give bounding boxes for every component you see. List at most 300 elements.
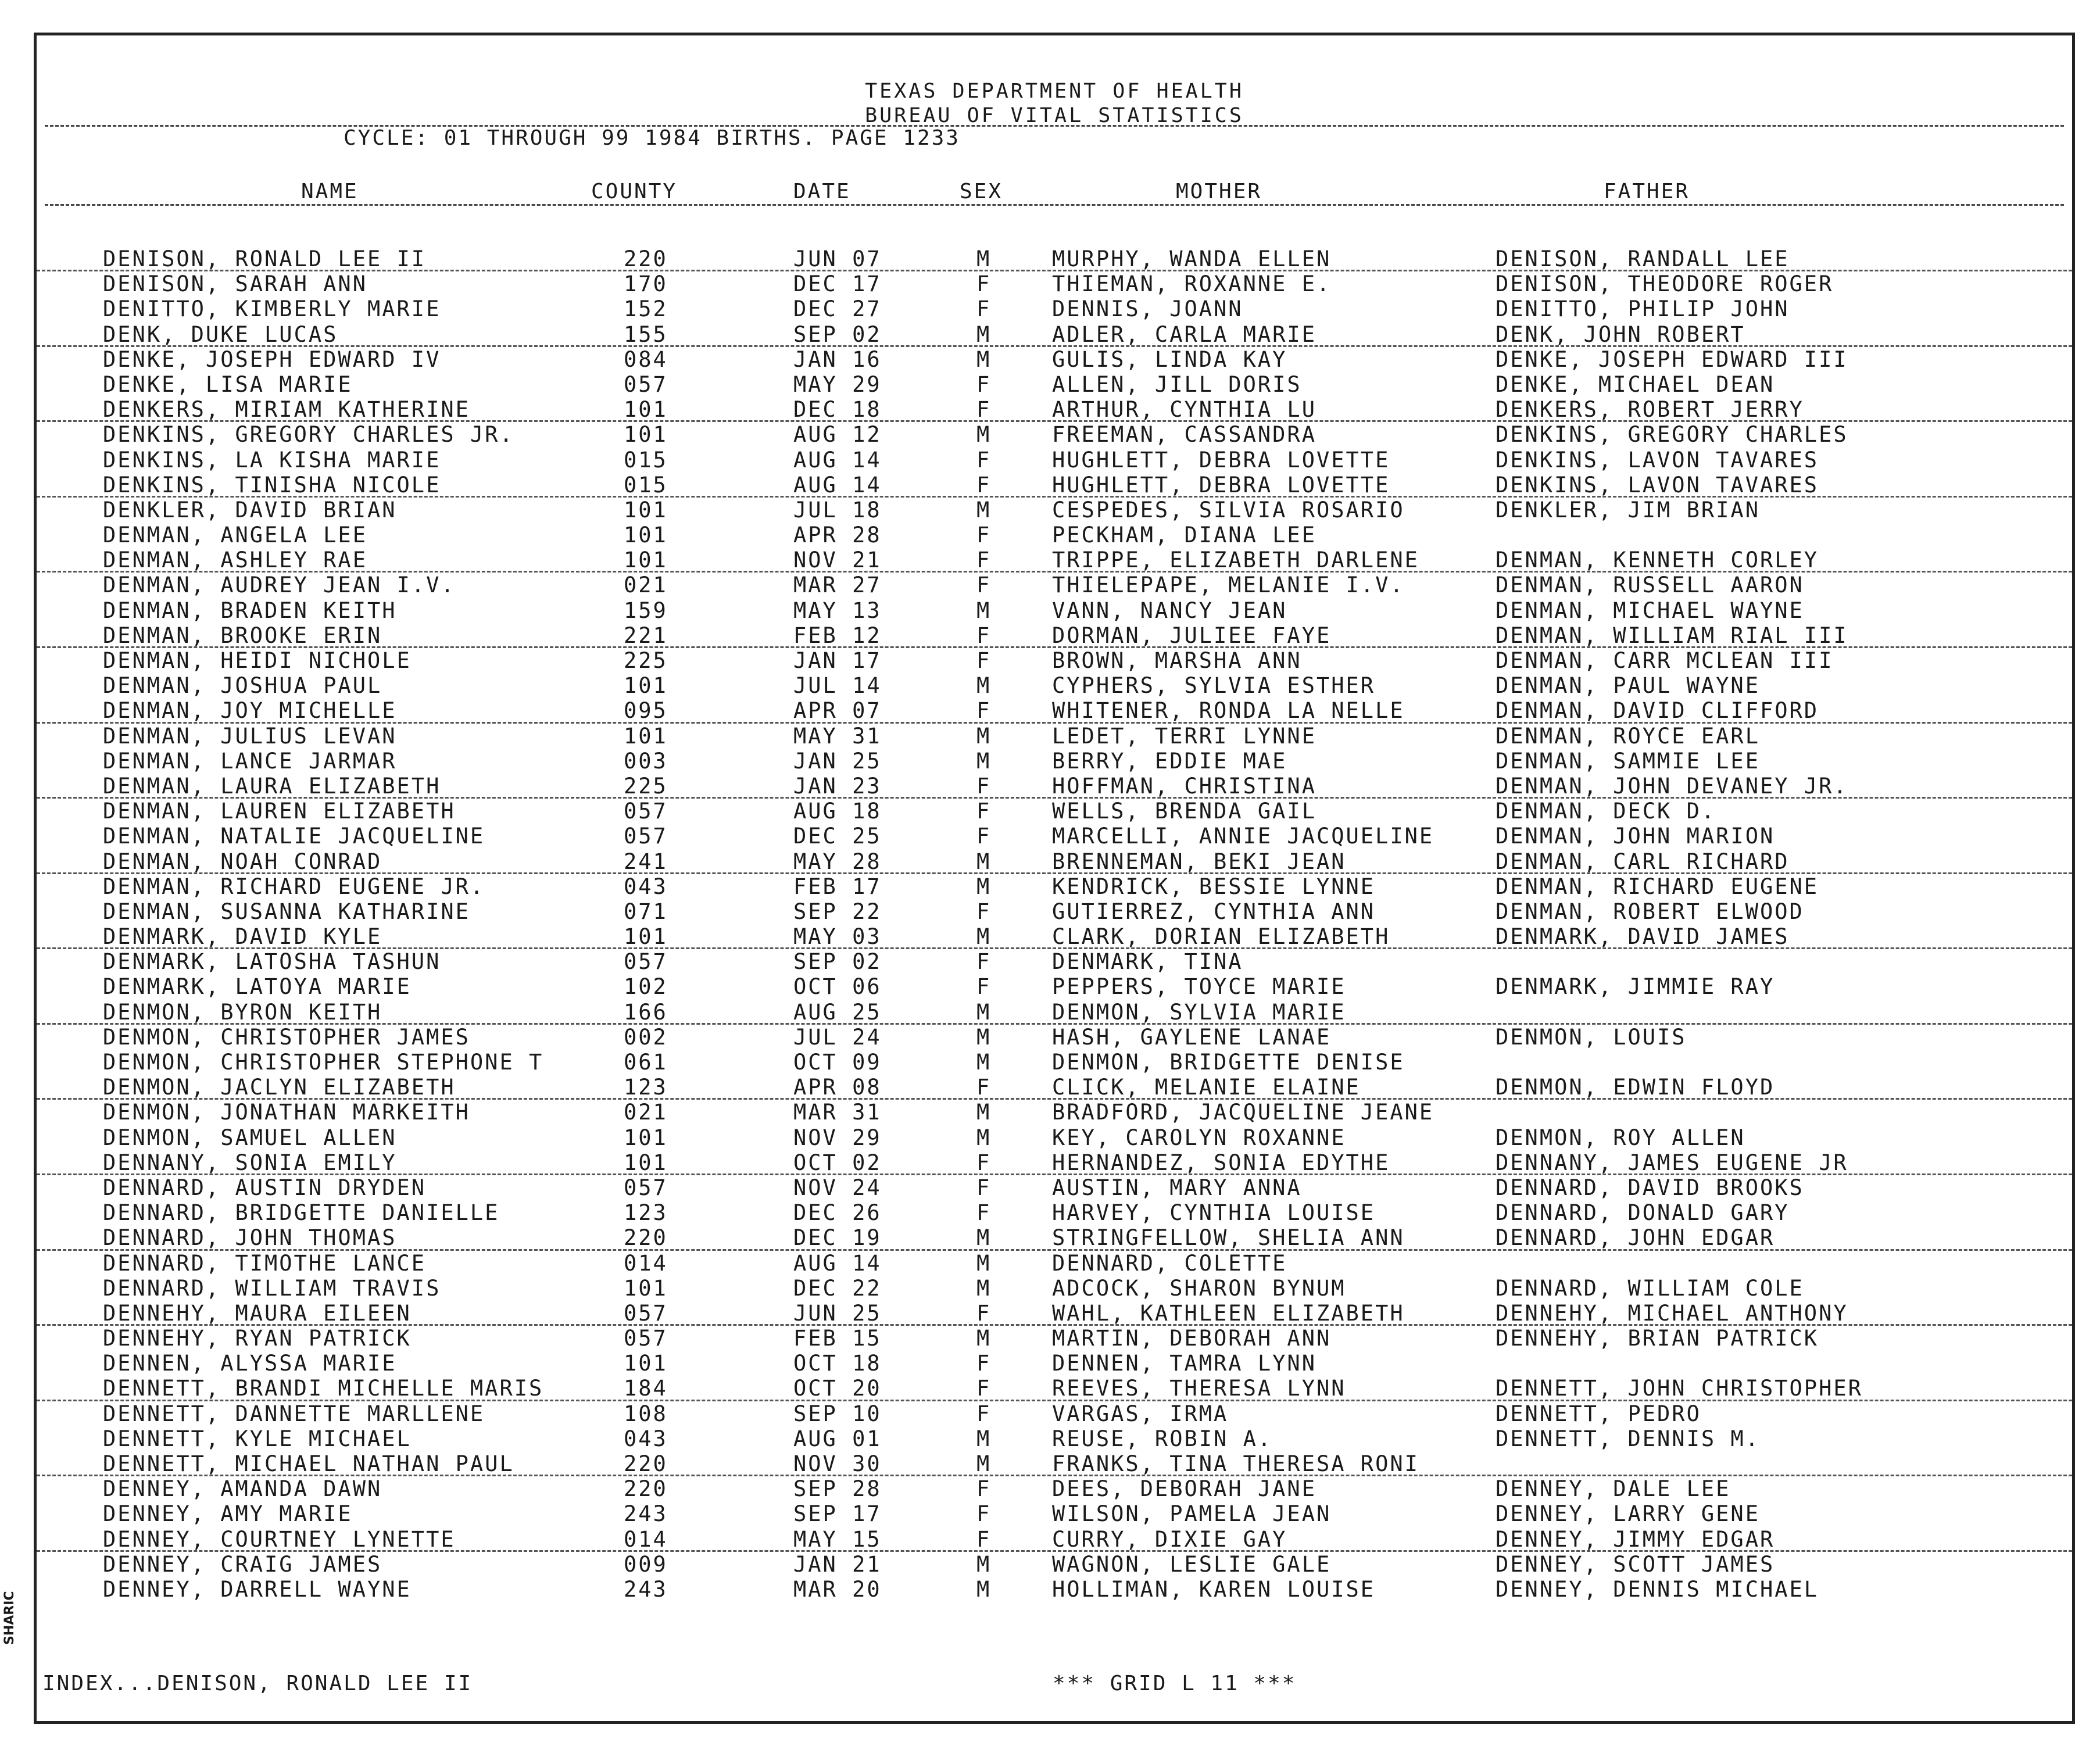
record-sex: M bbox=[976, 1024, 992, 1050]
record-mother: CLICK, MELANIE ELAINE bbox=[1052, 1075, 1361, 1100]
record-date: DEC 19 bbox=[793, 1225, 882, 1251]
record-county: 170 bbox=[624, 271, 668, 297]
record-mother: WAGNON, LESLIE GALE bbox=[1052, 1551, 1332, 1577]
record-sex: F bbox=[976, 1200, 992, 1226]
record-sex: M bbox=[976, 849, 992, 874]
record-county: 225 bbox=[624, 773, 668, 799]
record-sex: F bbox=[976, 1150, 992, 1175]
record-date: APR 07 bbox=[793, 698, 882, 724]
record-sex: F bbox=[976, 271, 992, 297]
table-row bbox=[37, 1225, 2072, 1250]
record-name: DENMON, SAMUEL ALLEN bbox=[103, 1125, 397, 1150]
record-county: 015 bbox=[624, 447, 668, 473]
record-sex: F bbox=[976, 622, 992, 648]
table-row bbox=[37, 924, 2072, 949]
column-header-father: FATHER bbox=[1604, 180, 1690, 203]
record-county: 225 bbox=[624, 648, 668, 673]
record-father: DENMAN, RUSSELL AARON bbox=[1496, 573, 1804, 598]
table-row bbox=[37, 1326, 2072, 1351]
record-county: 101 bbox=[624, 723, 668, 749]
record-name: DENNEHY, MAURA EILEEN bbox=[103, 1300, 412, 1326]
record-name: DENMARK, DAVID KYLE bbox=[103, 924, 382, 950]
table-row bbox=[37, 724, 2072, 749]
record-date: FEB 17 bbox=[793, 874, 882, 899]
record-father: DENMON, EDWIN FLOYD bbox=[1496, 1075, 1775, 1100]
table-row bbox=[37, 1276, 2072, 1301]
record-county: 057 bbox=[624, 1175, 668, 1200]
record-sex: F bbox=[976, 648, 992, 673]
record-county: 009 bbox=[624, 1551, 668, 1577]
record-mother: DENNARD, COLETTE bbox=[1052, 1250, 1287, 1276]
record-date: SEP 02 bbox=[793, 949, 882, 975]
table-row bbox=[37, 1200, 2072, 1225]
record-mother: PEPPERS, TOYCE MARIE bbox=[1052, 974, 1346, 1000]
record-county: 095 bbox=[624, 698, 668, 724]
record-father: DENMAN, ROBERT ELWOOD bbox=[1496, 899, 1804, 924]
record-name: DENMAN, NATALIE JACQUELINE bbox=[103, 824, 485, 849]
record-county: 101 bbox=[624, 422, 668, 448]
table-row bbox=[37, 573, 2072, 597]
record-mother: VARGAS, IRMA bbox=[1052, 1401, 1229, 1426]
record-date: JUL 24 bbox=[793, 1024, 882, 1050]
record-name: DENNETT, KYLE MICHAEL bbox=[103, 1426, 412, 1451]
table-row bbox=[37, 1476, 2072, 1501]
table-row bbox=[37, 1501, 2072, 1526]
record-county: 220 bbox=[624, 246, 668, 271]
record-date: JAN 16 bbox=[793, 346, 882, 372]
record-sex: F bbox=[976, 799, 992, 824]
record-mother: WHITENER, RONDA LA NELLE bbox=[1052, 698, 1405, 724]
record-county: 101 bbox=[624, 497, 668, 523]
record-mother: BRENNEMAN, BEKI JEAN bbox=[1052, 849, 1346, 874]
record-mother: REEVES, THERESA LYNN bbox=[1052, 1376, 1346, 1401]
record-name: DENKINS, GREGORY CHARLES JR. bbox=[103, 422, 514, 448]
record-name: DENNETT, DANNETTE MARLLENE bbox=[103, 1401, 485, 1426]
record-date: AUG 25 bbox=[793, 999, 882, 1025]
record-date: MAY 29 bbox=[793, 371, 882, 397]
record-county: 243 bbox=[624, 1576, 668, 1602]
record-county: 101 bbox=[624, 1125, 668, 1150]
record-mother: WAHL, KATHLEEN ELIZABETH bbox=[1052, 1300, 1405, 1326]
record-sex: M bbox=[976, 1576, 992, 1602]
record-mother: FRANKS, TINA THERESA RONI bbox=[1052, 1451, 1419, 1476]
record-father: DENNARD, WILLIAM COLE bbox=[1496, 1275, 1804, 1301]
table-row bbox=[37, 246, 2072, 271]
record-father: DENNETT, DENNIS M. bbox=[1496, 1426, 1760, 1451]
table-row bbox=[37, 498, 2072, 523]
table-row bbox=[37, 698, 2072, 723]
record-county: 220 bbox=[624, 1225, 668, 1251]
record-father: DENNARD, DONALD GARY bbox=[1496, 1200, 1790, 1226]
record-sex: M bbox=[976, 597, 992, 623]
record-county: 102 bbox=[624, 974, 668, 1000]
table-row bbox=[37, 1376, 2072, 1401]
record-county: 014 bbox=[624, 1250, 668, 1276]
record-father: DENNETT, PEDRO bbox=[1496, 1401, 1701, 1426]
record-father: DENNARD, JOHN EDGAR bbox=[1496, 1225, 1775, 1251]
record-father: DENMAN, WILLIAM RIAL III bbox=[1496, 622, 1848, 648]
record-sex: M bbox=[976, 1551, 992, 1577]
record-name: DENMAN, ANGELA LEE bbox=[103, 523, 367, 548]
cycle-line: CYCLE: 01 THROUGH 99 1984 BIRTHS. PAGE 1233 bbox=[344, 126, 960, 150]
record-mother: HOLLIMAN, KAREN LOUISE bbox=[1052, 1576, 1376, 1602]
record-sex: F bbox=[976, 523, 992, 548]
record-name: DENMAN, ASHLEY RAE bbox=[103, 548, 367, 573]
table-row bbox=[37, 296, 2072, 321]
record-sex: F bbox=[976, 824, 992, 849]
table-row bbox=[37, 799, 2072, 824]
record-name: DENNARD, TIMOTHE LANCE bbox=[103, 1250, 427, 1276]
record-name: DENMAN, LANCE JARMAR bbox=[103, 748, 397, 774]
record-date: NOV 30 bbox=[793, 1451, 882, 1476]
record-county: 003 bbox=[624, 748, 668, 774]
record-sex: F bbox=[976, 573, 992, 598]
record-sex: F bbox=[976, 296, 992, 322]
record-date: MAY 03 bbox=[793, 924, 882, 950]
record-father: DENKINS, LAVON TAVARES bbox=[1496, 447, 1819, 473]
record-date: JUN 07 bbox=[793, 246, 882, 271]
table-row bbox=[37, 1075, 2072, 1100]
record-father: DENMARK, JIMMIE RAY bbox=[1496, 974, 1775, 1000]
index-footer: INDEX...DENISON, RONALD LEE II bbox=[42, 1672, 473, 1695]
record-name: DENMAN, HEIDI NICHOLE bbox=[103, 648, 412, 673]
record-father: DENMAN, KENNETH CORLEY bbox=[1496, 548, 1819, 573]
record-date: FEB 12 bbox=[793, 622, 882, 648]
document-page bbox=[34, 33, 2075, 1724]
record-date: MAR 20 bbox=[793, 1576, 882, 1602]
record-name: DENNARD, AUSTIN DRYDEN bbox=[103, 1175, 427, 1200]
record-mother: GULIS, LINDA KAY bbox=[1052, 346, 1287, 372]
record-father: DENMARK, DAVID JAMES bbox=[1496, 924, 1790, 950]
record-date: DEC 18 bbox=[793, 397, 882, 423]
record-father: DENNARD, DAVID BROOKS bbox=[1496, 1175, 1804, 1200]
record-name: DENNEHY, RYAN PATRICK bbox=[103, 1326, 412, 1351]
record-sex: F bbox=[976, 1476, 992, 1502]
record-father: DENMAN, CARL RICHARD bbox=[1496, 849, 1790, 874]
record-date: JUL 14 bbox=[793, 673, 882, 699]
record-name: DENMAN, RICHARD EUGENE JR. bbox=[103, 874, 485, 899]
table-row bbox=[37, 974, 2072, 999]
record-father: DENKLER, JIM BRIAN bbox=[1496, 497, 1760, 523]
table-row bbox=[37, 1351, 2072, 1376]
record-name: DENMON, JACLYN ELIZABETH bbox=[103, 1075, 456, 1100]
record-county: 155 bbox=[624, 321, 668, 347]
record-date: JAN 25 bbox=[793, 748, 882, 774]
table-row bbox=[37, 322, 2072, 347]
record-date: SEP 17 bbox=[793, 1501, 882, 1527]
record-name: DENMON, BYRON KEITH bbox=[103, 999, 382, 1025]
record-mother: HOFFMAN, CHRISTINA bbox=[1052, 773, 1316, 799]
record-name: DENMARK, LATOYA MARIE bbox=[103, 974, 412, 1000]
record-county: 101 bbox=[624, 673, 668, 699]
column-header-name: NAME bbox=[301, 180, 359, 203]
record-sex: F bbox=[976, 397, 992, 423]
record-mother: MARTIN, DEBORAH ANN bbox=[1052, 1326, 1332, 1351]
record-date: DEC 27 bbox=[793, 296, 882, 322]
agency-title: TEXAS DEPARTMENT OF HEALTH bbox=[865, 80, 1244, 103]
record-father: DENMAN, SAMMIE LEE bbox=[1496, 748, 1760, 774]
record-name: DENNARD, WILLIAM TRAVIS bbox=[103, 1275, 441, 1301]
record-county: 084 bbox=[624, 346, 668, 372]
table-row bbox=[37, 1175, 2072, 1200]
record-father: DENK, JOHN ROBERT bbox=[1496, 321, 1745, 347]
table-row bbox=[37, 824, 2072, 849]
table-row bbox=[37, 1301, 2072, 1326]
record-mother: REUSE, ROBIN A. bbox=[1052, 1426, 1273, 1451]
record-name: DENMAN, JOY MICHELLE bbox=[103, 698, 397, 724]
record-mother: DENNIS, JOANN bbox=[1052, 296, 1243, 322]
record-mother: ADCOCK, SHARON BYNUM bbox=[1052, 1275, 1346, 1301]
record-mother: BROWN, MARSHA ANN bbox=[1052, 648, 1302, 673]
record-sex: F bbox=[976, 1075, 992, 1100]
record-date: NOV 29 bbox=[793, 1125, 882, 1150]
table-row bbox=[37, 1050, 2072, 1075]
record-father: DENMAN, JOHN MARION bbox=[1496, 824, 1775, 849]
record-date: JAN 21 bbox=[793, 1551, 882, 1577]
record-sex: F bbox=[976, 371, 992, 397]
record-name: DENMON, JONATHAN MARKEITH bbox=[103, 1100, 470, 1125]
record-mother: HERNANDEZ, SONIA EDYTHE bbox=[1052, 1150, 1390, 1175]
record-sex: F bbox=[976, 773, 992, 799]
record-mother: HUGHLETT, DEBRA LOVETTE bbox=[1052, 472, 1390, 498]
record-mother: TRIPPE, ELIZABETH DARLENE bbox=[1052, 548, 1419, 573]
record-name: DENMAN, BROOKE ERIN bbox=[103, 622, 382, 648]
record-mother: ADLER, CARLA MARIE bbox=[1052, 321, 1316, 347]
record-county: 002 bbox=[624, 1024, 668, 1050]
record-name: DENKERS, MIRIAM KATHERINE bbox=[103, 397, 470, 423]
record-date: DEC 17 bbox=[793, 271, 882, 297]
record-sex: M bbox=[976, 1125, 992, 1150]
records-list bbox=[37, 246, 2072, 1602]
record-date: AUG 14 bbox=[793, 472, 882, 498]
record-sex: M bbox=[976, 321, 992, 347]
table-row bbox=[37, 949, 2072, 974]
record-mother: WILSON, PAMELA JEAN bbox=[1052, 1501, 1332, 1527]
record-sex: F bbox=[976, 974, 992, 1000]
table-row bbox=[37, 372, 2072, 397]
record-mother: CURRY, DIXIE GAY bbox=[1052, 1526, 1287, 1552]
record-mother: CYPHERS, SYLVIA ESTHER bbox=[1052, 673, 1376, 699]
record-county: 101 bbox=[624, 1351, 668, 1376]
record-sex: F bbox=[976, 698, 992, 724]
record-sex: M bbox=[976, 422, 992, 448]
record-father: DENKE, MICHAEL DEAN bbox=[1496, 371, 1775, 397]
record-mother: LEDET, TERRI LYNNE bbox=[1052, 723, 1316, 749]
record-name: DENMAN, JOSHUA PAUL bbox=[103, 673, 382, 699]
record-county: 220 bbox=[624, 1476, 668, 1502]
record-date: JAN 23 bbox=[793, 773, 882, 799]
record-county: 184 bbox=[624, 1376, 668, 1401]
record-county: 108 bbox=[624, 1401, 668, 1426]
record-county: 061 bbox=[624, 1050, 668, 1075]
record-county: 057 bbox=[624, 371, 668, 397]
record-date: APR 08 bbox=[793, 1075, 882, 1100]
table-row bbox=[37, 448, 2072, 473]
record-name: DENKE, JOSEPH EDWARD IV bbox=[103, 346, 441, 372]
record-county: 159 bbox=[624, 597, 668, 623]
table-row bbox=[37, 1251, 2072, 1276]
record-county: 101 bbox=[624, 924, 668, 950]
record-county: 021 bbox=[624, 1100, 668, 1125]
record-county: 071 bbox=[624, 899, 668, 924]
record-county: 043 bbox=[624, 1426, 668, 1451]
record-father: DENKINS, GREGORY CHARLES bbox=[1496, 422, 1848, 448]
record-mother: DEES, DEBORAH JANE bbox=[1052, 1476, 1316, 1502]
record-county: 101 bbox=[624, 1150, 668, 1175]
record-mother: ALLEN, JILL DORIS bbox=[1052, 371, 1302, 397]
table-row bbox=[37, 523, 2072, 548]
record-mother: WELLS, BRENDA GAIL bbox=[1052, 799, 1316, 824]
record-father: DENMAN, PAUL WAYNE bbox=[1496, 673, 1760, 699]
record-father: DENNANY, JAMES EUGENE JR bbox=[1496, 1150, 1848, 1175]
table-row bbox=[37, 673, 2072, 698]
record-name: DENNEY, COURTNEY LYNETTE bbox=[103, 1526, 456, 1552]
column-header-sex: SEX bbox=[960, 180, 1003, 203]
record-sex: M bbox=[976, 924, 992, 950]
column-header-date: DATE bbox=[793, 180, 851, 203]
record-date: FEB 15 bbox=[793, 1326, 882, 1351]
table-row bbox=[37, 598, 2072, 623]
record-name: DENKLER, DAVID BRIAN bbox=[103, 497, 397, 523]
record-sex: F bbox=[976, 1526, 992, 1552]
column-header-mother: MOTHER bbox=[1176, 180, 1262, 203]
record-sex: F bbox=[976, 1175, 992, 1200]
record-mother: KENDRICK, BESSIE LYNNE bbox=[1052, 874, 1376, 899]
record-county: 057 bbox=[624, 1300, 668, 1326]
record-name: DENNARD, JOHN THOMAS bbox=[103, 1225, 397, 1251]
record-date: NOV 24 bbox=[793, 1175, 882, 1200]
record-date: AUG 18 bbox=[793, 799, 882, 824]
record-date: MAY 13 bbox=[793, 597, 882, 623]
record-county: 101 bbox=[624, 548, 668, 573]
record-date: MAR 31 bbox=[793, 1100, 882, 1125]
table-row bbox=[37, 749, 2072, 774]
record-father: DENMAN, ROYCE EARL bbox=[1496, 723, 1760, 749]
record-mother: THIEMAN, ROXANNE E. bbox=[1052, 271, 1332, 297]
record-sex: M bbox=[976, 1225, 992, 1251]
record-father: DENNEY, SCOTT JAMES bbox=[1496, 1551, 1775, 1577]
table-row bbox=[37, 1150, 2072, 1175]
record-county: 166 bbox=[624, 999, 668, 1025]
record-sex: M bbox=[976, 1275, 992, 1301]
column-header-rule bbox=[45, 204, 2064, 206]
record-name: DENNETT, BRANDI MICHELLE MARIS bbox=[103, 1376, 544, 1401]
record-name: DENMARK, LATOSHA TASHUN bbox=[103, 949, 441, 975]
record-father: DENMON, ROY ALLEN bbox=[1496, 1125, 1745, 1150]
table-row bbox=[37, 623, 2072, 648]
record-mother: DENNEN, TAMRA LYNN bbox=[1052, 1351, 1316, 1376]
record-county: 057 bbox=[624, 824, 668, 849]
record-date: SEP 10 bbox=[793, 1401, 882, 1426]
table-row bbox=[37, 347, 2072, 372]
record-name: DENMAN, SUSANNA KATHARINE bbox=[103, 899, 470, 924]
record-date: AUG 14 bbox=[793, 1250, 882, 1276]
record-name: DENNANY, SONIA EMILY bbox=[103, 1150, 397, 1175]
record-sex: M bbox=[976, 1451, 992, 1476]
record-sex: F bbox=[976, 1300, 992, 1326]
record-mother: STRINGFELLOW, SHELIA ANN bbox=[1052, 1225, 1405, 1251]
record-sex: F bbox=[976, 548, 992, 573]
record-date: JAN 17 bbox=[793, 648, 882, 673]
record-father: DENITTO, PHILIP JOHN bbox=[1496, 296, 1790, 322]
record-mother: MARCELLI, ANNIE JACQUELINE bbox=[1052, 824, 1434, 849]
record-county: 057 bbox=[624, 1326, 668, 1351]
record-mother: HUGHLETT, DEBRA LOVETTE bbox=[1052, 447, 1390, 473]
record-date: MAR 27 bbox=[793, 573, 882, 598]
record-sex: M bbox=[976, 999, 992, 1025]
record-sex: M bbox=[976, 1100, 992, 1125]
record-mother: DENMON, SYLVIA MARIE bbox=[1052, 999, 1346, 1025]
record-father: DENMAN, MICHAEL WAYNE bbox=[1496, 597, 1804, 623]
record-father: DENMON, LOUIS bbox=[1496, 1024, 1687, 1050]
record-county: 101 bbox=[624, 1275, 668, 1301]
table-row bbox=[37, 1401, 2072, 1426]
record-sex: F bbox=[976, 1501, 992, 1527]
record-name: DENKE, LISA MARIE bbox=[103, 371, 353, 397]
record-father: DENMAN, RICHARD EUGENE bbox=[1496, 874, 1819, 899]
record-name: DENMAN, JULIUS LEVAN bbox=[103, 723, 397, 749]
record-name: DENMAN, NOAH CONRAD bbox=[103, 849, 382, 874]
table-row bbox=[37, 1426, 2072, 1451]
record-name: DENMAN, LAUREN ELIZABETH bbox=[103, 799, 456, 824]
record-name: DENNEN, ALYSSA MARIE bbox=[103, 1351, 397, 1376]
record-name: DENKINS, TINISHA NICOLE bbox=[103, 472, 441, 498]
table-row bbox=[37, 422, 2072, 447]
record-mother: ARTHUR, CYNTHIA LU bbox=[1052, 397, 1316, 423]
side-label: SHARIC bbox=[2, 1591, 17, 1645]
record-date: SEP 22 bbox=[793, 899, 882, 924]
record-date: DEC 25 bbox=[793, 824, 882, 849]
record-father: DENNEHY, MICHAEL ANTHONY bbox=[1496, 1300, 1848, 1326]
record-father: DENMAN, DAVID CLIFFORD bbox=[1496, 698, 1819, 724]
record-mother: BRADFORD, JACQUELINE JEANE bbox=[1052, 1100, 1434, 1125]
record-county: 243 bbox=[624, 1501, 668, 1527]
table-row bbox=[37, 1577, 2072, 1602]
record-father: DENNEY, DENNIS MICHAEL bbox=[1496, 1576, 1819, 1602]
record-date: NOV 21 bbox=[793, 548, 882, 573]
record-county: 101 bbox=[624, 523, 668, 548]
record-mother: PECKHAM, DIANA LEE bbox=[1052, 523, 1316, 548]
record-mother: HARVEY, CYNTHIA LOUISE bbox=[1052, 1200, 1376, 1226]
record-name: DENMON, CHRISTOPHER JAMES bbox=[103, 1024, 470, 1050]
record-date: OCT 02 bbox=[793, 1150, 882, 1175]
bureau-title: BUREAU OF VITAL STATISTICS bbox=[865, 104, 1244, 127]
table-row bbox=[37, 1025, 2072, 1050]
record-name: DENMON, CHRISTOPHER STEPHONE T bbox=[103, 1050, 544, 1075]
record-mother: GUTIERREZ, CYNTHIA ANN bbox=[1052, 899, 1376, 924]
record-date: AUG 12 bbox=[793, 422, 882, 448]
record-father: DENKERS, ROBERT JERRY bbox=[1496, 397, 1804, 423]
record-date: OCT 20 bbox=[793, 1376, 882, 1401]
record-name: DENNEY, AMANDA DAWN bbox=[103, 1476, 382, 1502]
table-row bbox=[37, 648, 2072, 673]
record-father: DENNEY, DALE LEE bbox=[1496, 1476, 1731, 1502]
record-mother: CESPEDES, SILVIA ROSARIO bbox=[1052, 497, 1405, 523]
table-row bbox=[37, 397, 2072, 422]
record-mother: CLARK, DORIAN ELIZABETH bbox=[1052, 924, 1390, 950]
record-name: DENMAN, BRADEN KEITH bbox=[103, 597, 397, 623]
record-county: 057 bbox=[624, 949, 668, 975]
record-father: DENMAN, JOHN DEVANEY JR. bbox=[1496, 773, 1848, 799]
table-row bbox=[37, 849, 2072, 874]
record-sex: F bbox=[976, 472, 992, 498]
record-sex: M bbox=[976, 246, 992, 271]
record-father: DENKE, JOSEPH EDWARD III bbox=[1496, 346, 1848, 372]
record-date: DEC 26 bbox=[793, 1200, 882, 1226]
table-row bbox=[37, 1527, 2072, 1552]
table-row bbox=[37, 774, 2072, 799]
record-date: JUL 18 bbox=[793, 497, 882, 523]
